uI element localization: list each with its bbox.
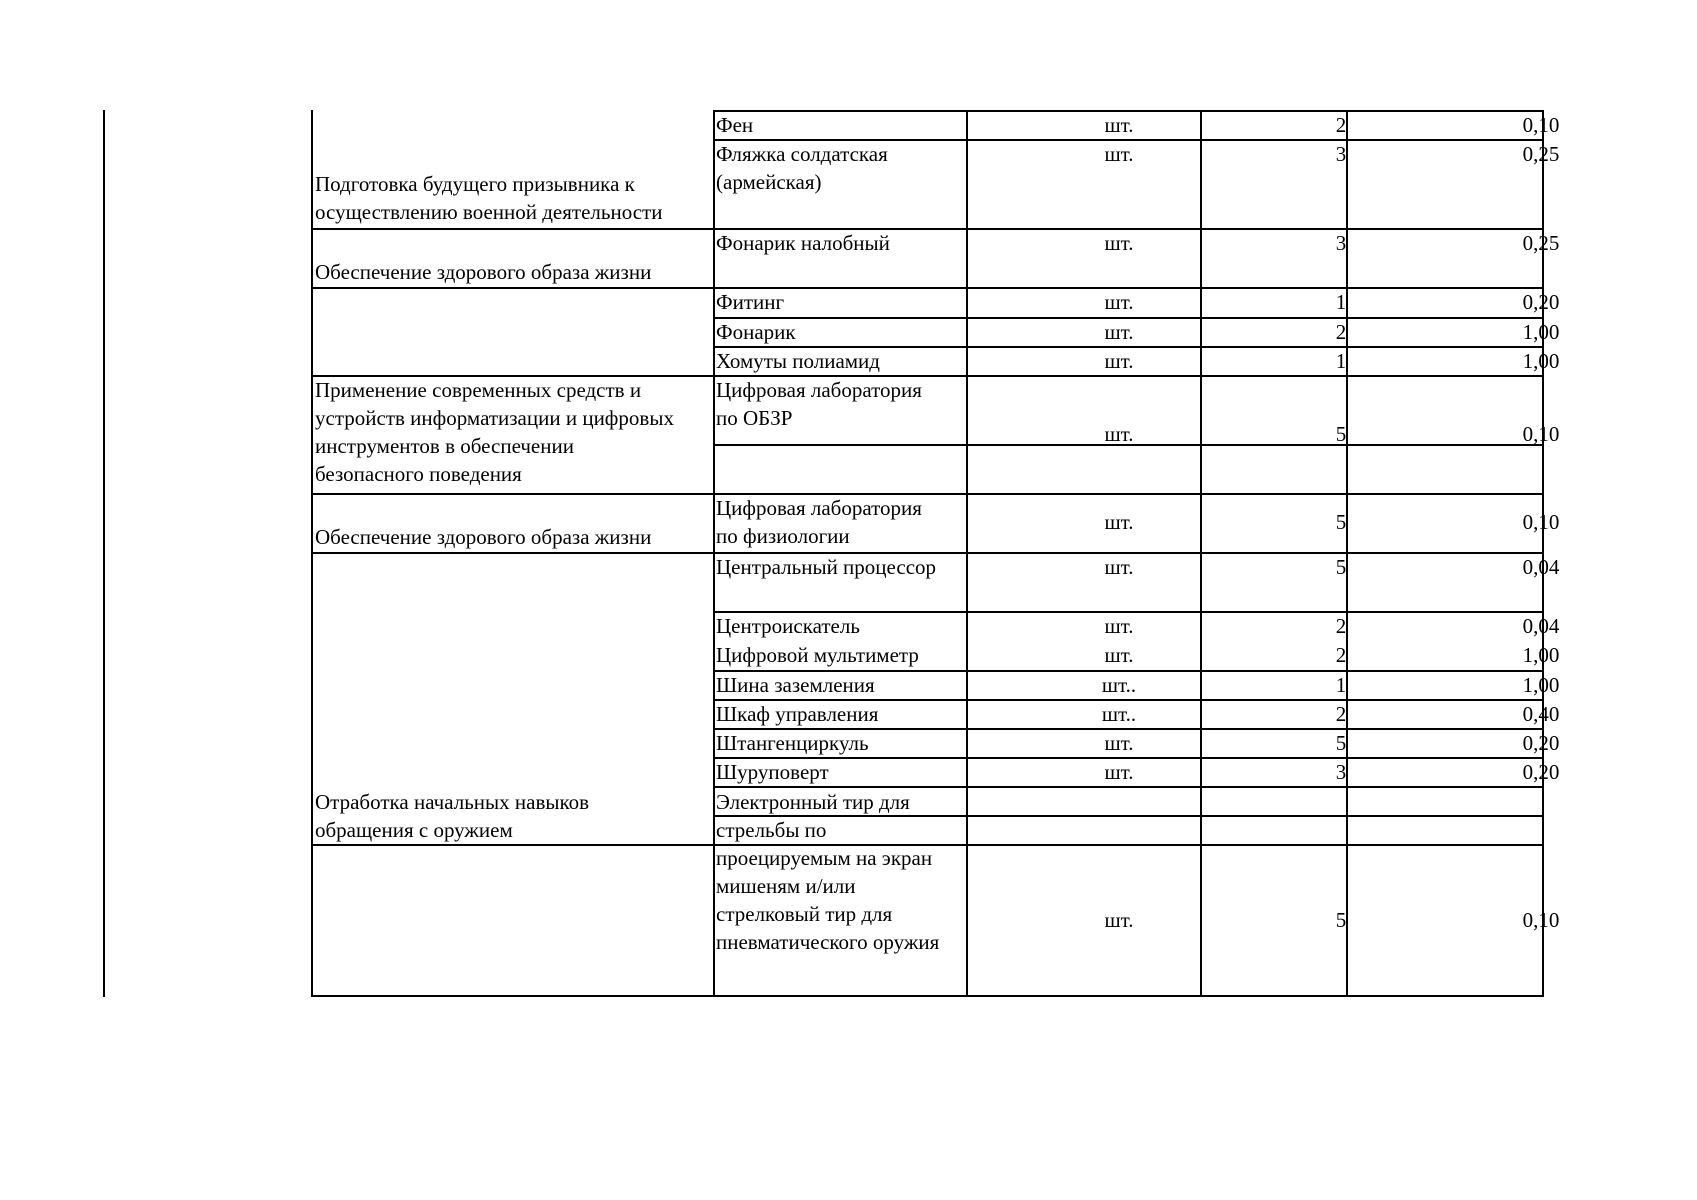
item-name-cell: Центральный процессор	[716, 555, 937, 579]
item-name-cell: Цифровой мультиметр	[716, 643, 919, 667]
value-cell: 0,04	[1522, 614, 1560, 638]
unit-cell: шт.	[1104, 113, 1134, 137]
unit-cell: шт..	[1101, 702, 1137, 726]
unit-cell: шт.	[1104, 614, 1134, 638]
value-cell: 0,40	[1522, 702, 1560, 726]
value-cell: 1,00	[1522, 673, 1560, 697]
item-name-cell: Фонарик	[716, 320, 796, 344]
unit-cell: шт.	[1104, 422, 1134, 446]
item-name-cell: Шуруповерт	[716, 760, 829, 784]
value-cell: 1,00	[1522, 349, 1560, 373]
quantity-cell: 2	[1335, 113, 1347, 137]
unit-cell: шт.	[1104, 731, 1134, 755]
value-cell: 0,10	[1522, 422, 1560, 446]
quantity-cell: 5	[1335, 510, 1347, 534]
quantity-cell: 5	[1335, 908, 1347, 932]
quantity-cell: 2	[1335, 702, 1347, 726]
item-name-cell: Электронный тир для стрельбы по проецируемым на экран мишеням и/или стрелковый тир для пневматического оружия	[716, 790, 940, 954]
quantity-cell: 1	[1335, 673, 1347, 697]
value-cell: 1,00	[1522, 643, 1560, 667]
quantity-cell: 2	[1335, 643, 1347, 667]
value-cell: 1,00	[1522, 320, 1560, 344]
item-name-cell: Цифровая лаборатория по ОБЗР	[716, 378, 922, 430]
item-name-cell: Цифровая лаборатория по физиологии	[716, 496, 922, 548]
category-cell: Обеспечение здорового образа жизни	[315, 260, 652, 284]
value-cell: 0,20	[1522, 731, 1560, 755]
item-name-cell: Центроискатель	[716, 614, 860, 638]
row-divider	[311, 493, 1544, 495]
category-cell: Подготовка будущего призывника к осуществлению военной деятельности	[315, 172, 663, 224]
value-cell: 0,10	[1522, 510, 1560, 534]
value-cell: 0,20	[1522, 760, 1560, 784]
item-name-cell: Хомуты полиамид	[716, 349, 880, 373]
unit-cell: шт.	[1104, 231, 1134, 255]
quantity-cell: 5	[1335, 555, 1347, 579]
value-cell: 0,25	[1522, 231, 1560, 255]
unit-cell: шт.	[1104, 510, 1134, 534]
quantity-cell: 3	[1335, 760, 1347, 784]
quantity-cell: 2	[1335, 614, 1347, 638]
value-cell: 0,04	[1522, 555, 1560, 579]
value-cell: 0,10	[1522, 908, 1560, 932]
quantity-cell: 3	[1335, 142, 1347, 166]
unit-cell: шт.	[1104, 142, 1134, 166]
equipment-table	[311, 110, 1560, 997]
quantity-cell: 1	[1335, 349, 1347, 373]
category-cell: Отработка начальных навыков обращения с оружием	[315, 790, 590, 842]
unit-cell: шт.	[1104, 555, 1134, 579]
unit-cell: шт.	[1104, 908, 1134, 932]
value-cell: 0,25	[1522, 142, 1560, 166]
unit-cell: шт.	[1104, 643, 1134, 667]
left-margin-rule	[103, 110, 105, 997]
category-cell: Применение современных средств и устройств информатизации и цифровых инструментов в обеспечении безопасного поведения	[315, 378, 674, 486]
item-name-cell: Шкаф управления	[716, 702, 879, 726]
unit-cell: шт.	[1104, 349, 1134, 373]
item-name-cell: Штангенциркуль	[716, 731, 869, 755]
unit-cell: шт.	[1104, 320, 1134, 344]
quantity-cell: 2	[1335, 320, 1347, 344]
quantity-cell: 5	[1335, 731, 1347, 755]
category-cell: Обеспечение здорового образа жизни	[315, 525, 652, 549]
item-name-cell: Фляжка солдатская (армейская)	[716, 142, 888, 194]
table-border-bottom	[311, 995, 1544, 997]
quantity-cell: 5	[1335, 422, 1347, 446]
unit-cell: шт.	[1104, 290, 1134, 314]
value-cell: 0,20	[1522, 290, 1560, 314]
quantity-cell: 1	[1335, 290, 1347, 314]
item-name-cell: Фен	[716, 113, 754, 137]
item-name-cell: Фитинг	[716, 290, 785, 314]
unit-cell: шт.	[1104, 760, 1134, 784]
item-name-cell: Шина заземления	[716, 673, 875, 697]
unit-cell: шт..	[1101, 673, 1137, 697]
quantity-cell: 3	[1335, 231, 1347, 255]
item-name-cell: Фонарик налобный	[716, 231, 890, 255]
value-cell: 0,10	[1522, 113, 1560, 137]
